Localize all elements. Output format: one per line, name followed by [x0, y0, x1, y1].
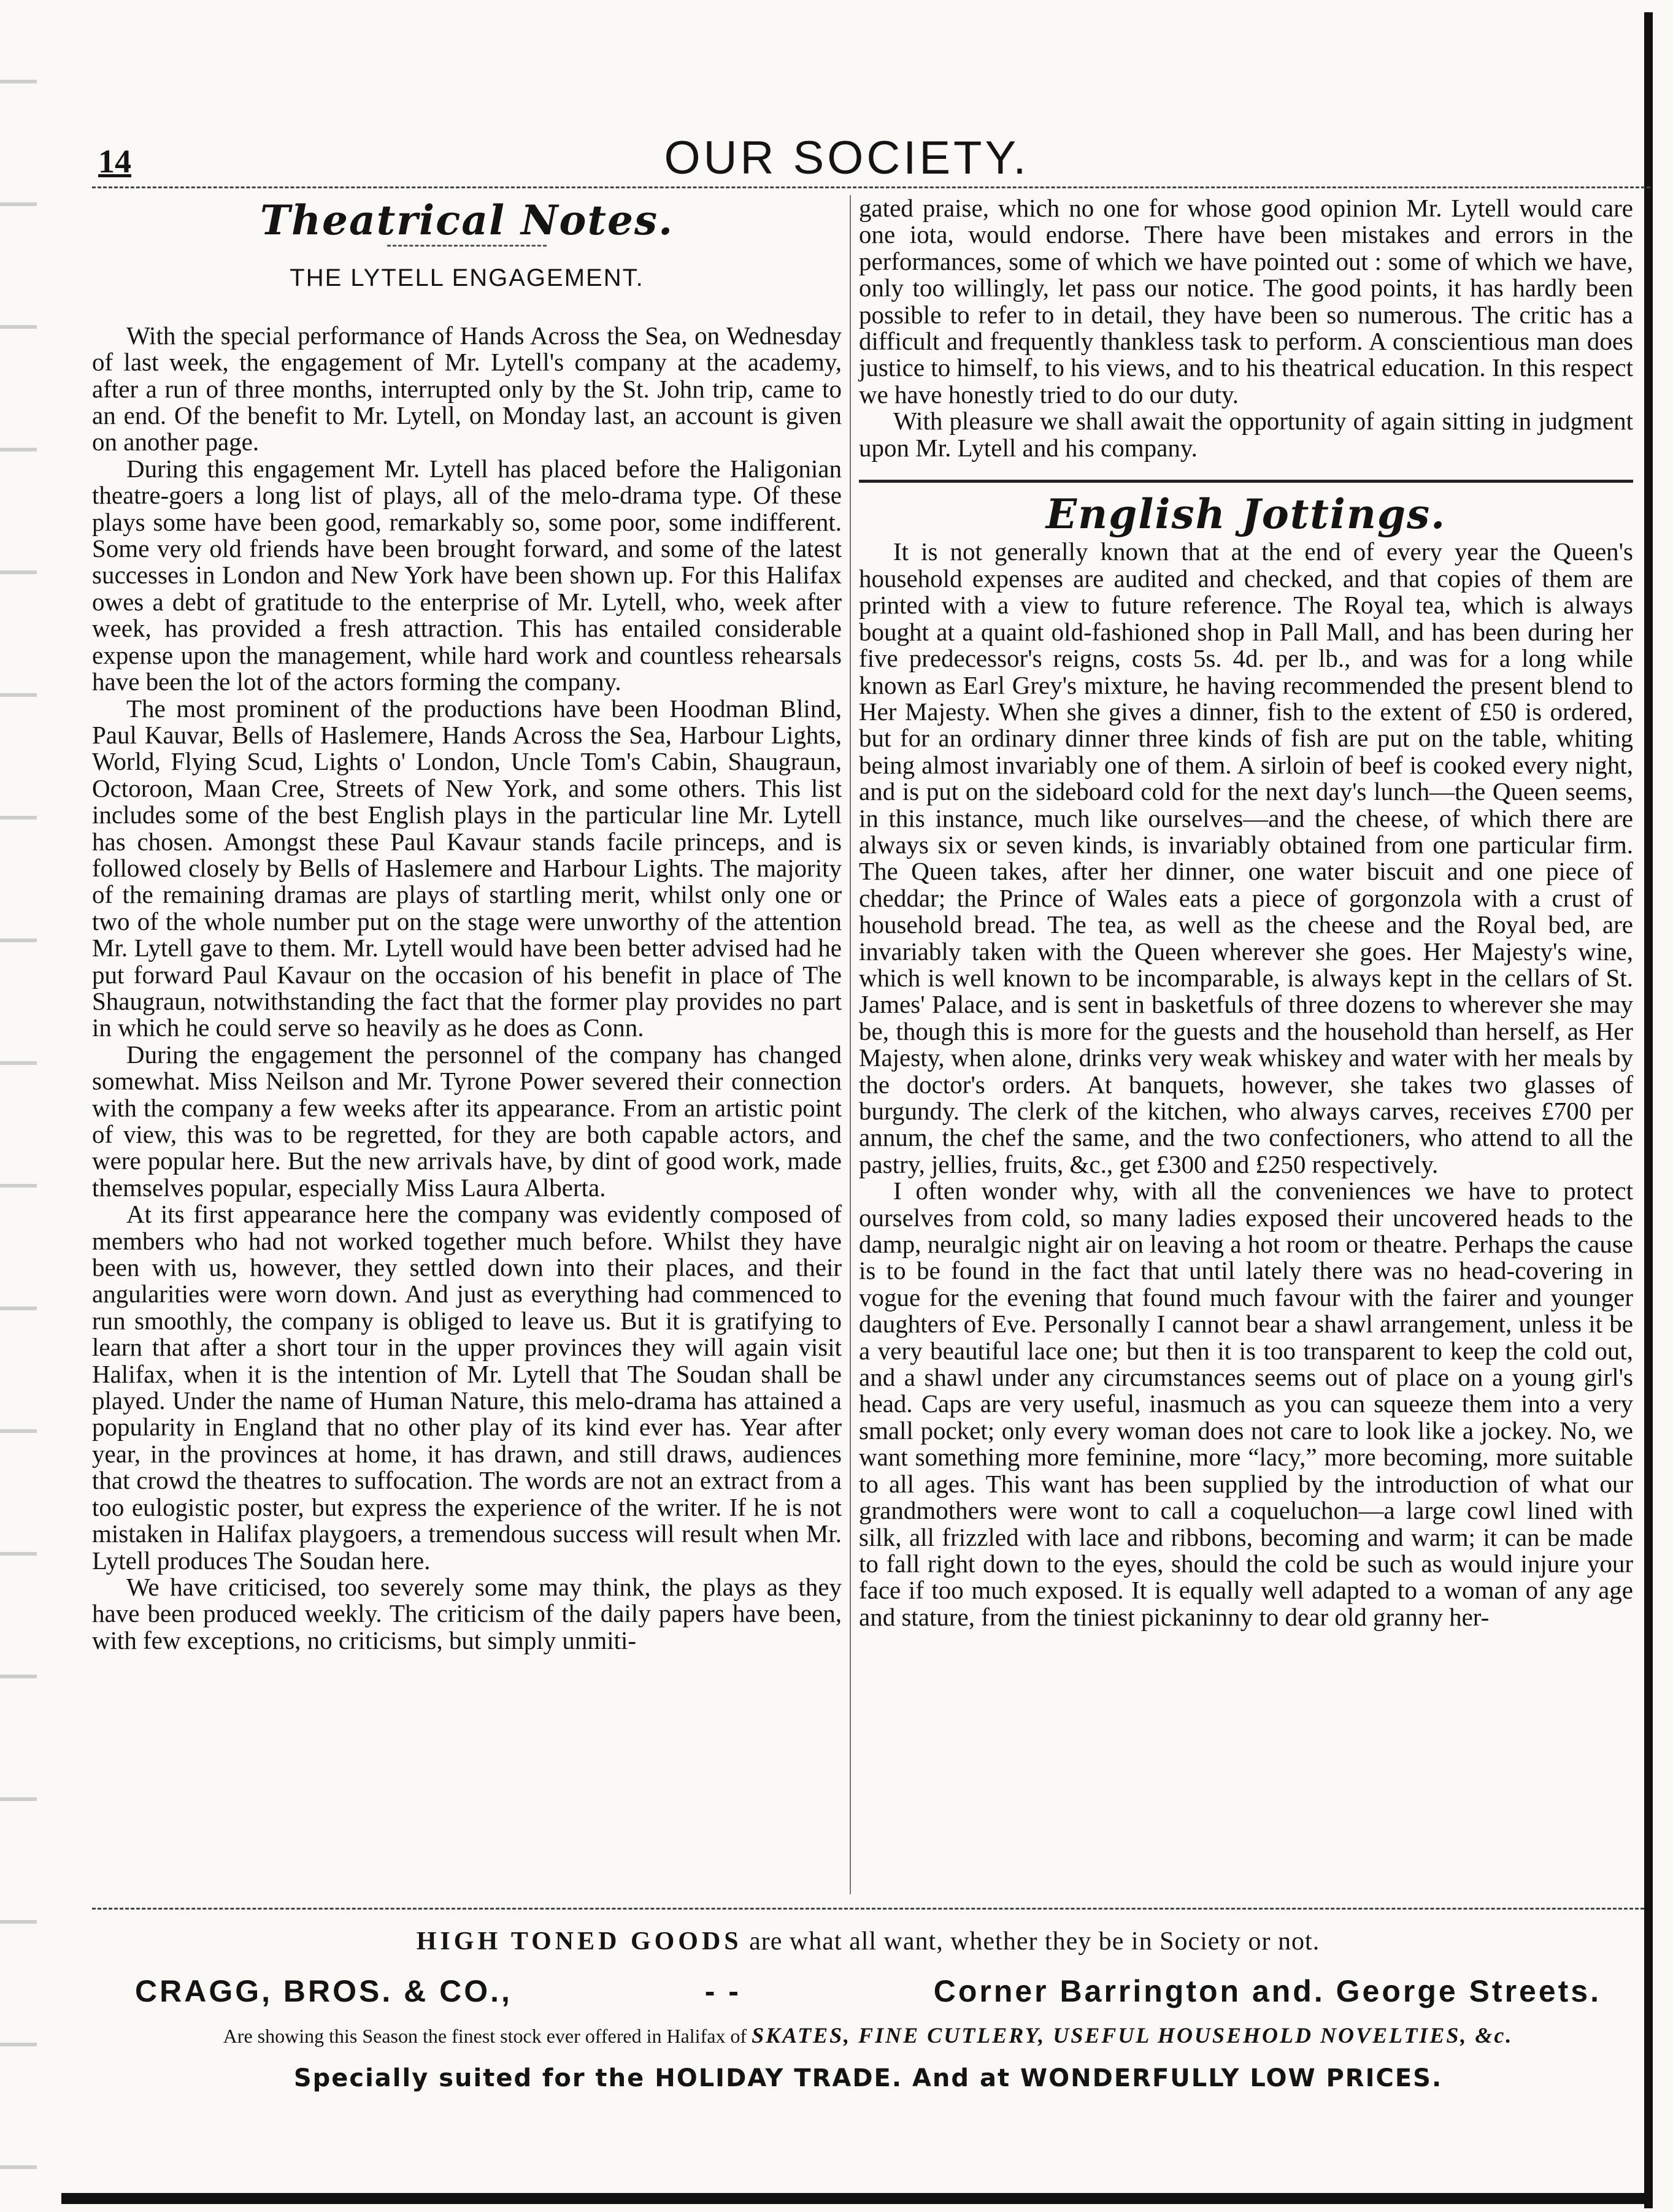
page-border-bottom	[61, 2193, 1653, 2204]
advert-headline-caps: HIGH TONED GOODS	[416, 1927, 742, 1956]
header-rule	[92, 186, 1650, 188]
article-paragraph: The most prominent of the productions have been Hoodman Blind, Paul Kauvar, Bells of Haslemere, Hands Across the Sea, Harbour Lights, World, Flying Scud, Lights o' London, Uncle Tom's Cabin, Shaugraun, Octoroon, Maan Cree, Streets of New York, and some others. This list includes some of the best English plays in the particular line Mr. Lytell has chosen. Amongst these Paul Kavaur stands facile princeps, and is followed closely by Bells of Haslemere and Harbour Lights. The majority of the remaining dramas are plays of startling merit, whilst only one or two of the whole number put on the stage were unworthy of the attention Mr. Lytell gave to them. Mr. Lytell would have been better advised had he put forward Paul Kavaur on the occasion of his benefit in place of The Shaugraun, notwithstanding the fact that the former play provides no part in which he could serve so heavily as he does as Conn.	[92, 694, 842, 1042]
right-column	[859, 195, 1633, 1630]
article-continuation: gated praise, which no one for whose good opinion Mr. Lytell would care one iota, would endorse. There have been mistakes and errors in the performances, some of which we have pointed out : some of which we have, only too willingly, let pass our notice. The good points, it has hardly been possible to refer to in detail, they have been so numerous. The critic has a difficult and frequently thankless task to perform. A conscientious man does justice to himself, to his views, and to his theatrical education. In this respect we have honestly tried to do our duty.	[859, 194, 1633, 409]
lytell-engagement-subheading: THE LYTELL ENGAGEMENT.	[290, 264, 644, 292]
english-jottings-heading: English Jottings.	[1045, 490, 1447, 539]
advertisement	[92, 1908, 1644, 2172]
advert-goods-caps: SKATES, FINE CUTLERY, USEFUL HOUSEHOLD NOVELTIES, &c.	[752, 2023, 1513, 2048]
theatrical-notes-heading: Theatrical Notes.	[260, 196, 674, 244]
advert-headline-rest: are what all want, whether they be in Society or not.	[749, 1927, 1320, 1956]
advert-goods-prefix: Are showing this Season the finest stock ever offered in Halifax of	[223, 2025, 747, 2047]
page-number: 14	[98, 143, 131, 180]
article-paragraph: With the special performance of Hands Across the Sea, on Wednesday of last week, the engagement of Mr. Lytell's company at the academy, after a run of three months, interrupted only by the St. John trip, came to an end. Of the benefit to Mr. Lytell, on Monday last, an account is given on another page.	[92, 321, 842, 456]
page-border-right	[1644, 12, 1653, 2208]
firm-address: Corner Barrington and. George Streets.	[933, 1974, 1601, 2008]
heading-rule	[387, 245, 547, 247]
left-column	[92, 195, 842, 1654]
advert-headline	[92, 1927, 1644, 1956]
firm-name: CRAGG, BROS. & CO.,	[135, 1974, 512, 2008]
advert-rule	[92, 1908, 1644, 1910]
section-rule	[859, 480, 1633, 483]
firm-dashes: - -	[704, 1974, 741, 2008]
article-closing: With pleasure we shall await the opportunity of again sitting in judgment upon Mr. Lytell and his company.	[859, 407, 1633, 462]
left-margin-bleed	[0, 25, 37, 2172]
advert-firm-line	[92, 1973, 1644, 2009]
advert-holiday-line: Specially suited for the HOLIDAY TRADE. And at WONDERFULLY LOW PRICES.	[293, 2064, 1443, 2092]
advert-goods-line	[92, 2022, 1644, 2048]
article-paragraph: At its first appearance here the company was evidently composed of members who had not worked together much before. Whilst they have been with us, however, they settled down into their places, and their angularities were worn down. And just as everything had commenced to run smoothly, the company is obliged to leave us. But it is gratifying to learn that after a short tour in the upper provinces they will again visit Halifax, when it is the intention of Mr. Lytell that The Soudan shall be played. Under the name of Human Nature, this melo-drama has attained a popularity in England that no other play of its kind ever has. Year after year, in the provinces at home, it has drawn, and still draws, audiences that crowd the theatres to suffocation. The words are not an extract from a too eulogistic poster, but express the experience of the writer. If he is not mistaken in Halifax playgoers, a tremendous success will result when Mr. Lytell produces The Soudan here.	[92, 1200, 842, 1575]
article-paragraph: We have criticised, too severely some may think, the plays as they have been produced weekly. The criticism of the daily papers have been, with few exceptions, no criticisms, but simply unmiti-	[92, 1572, 842, 1654]
masthead-title: OUR SOCIETY.	[664, 132, 1029, 184]
article-paragraph: During the engagement the personnel of the company has changed somewhat. Miss Neilson and Mr. Tyrone Power severed their connection with the company a few weeks after its appearance. From an artistic point of view, this was to be regretted, for they are both capable actors, and were popular here. But the new arrivals have, by dint of good work, made themselves popular, especially Miss Laura Alberta.	[92, 1040, 842, 1202]
article-paragraph: I often wonder why, with all the conveniences we have to protect ourselves from cold, so many ladies exposed their uncovered heads to the damp, neuralgic night air on leaving a hot room or theatre. Perhaps the cause is to be found in the fact that until lately there was no head-covering in vogue for the evening that found much favour with the fairer and younger daughters of Eve. Personally I cannot bear a shawl arrangement, unless it be a very beautiful lace one; but then it is too transparent to keep the cold out, and a shawl under any circumstances seems out of place on a young girl's head. Caps are very useful, inasmuch as you can squeeze them into a very small pocket; only every woman does not care to look like a jockey. No, we want something more feminine, more “lacy,” more becoming, more suitable to all ages. This want has been supplied by the introduction of what our grandmothers were wont to call a coqueluchon—a large cowl lined with silk, all frizzled with lace and ribbons, becoming and warm; it can be made to fall right down to the eyes, should the cold be such as would injure your face if too much exposed. It is equally well adapted to a woman of any age and stature, from the tiniest pickaninny to dear old granny her-	[859, 1177, 1633, 1631]
article-paragraph: During this engagement Mr. Lytell has placed before the Haligonian theatre-goers a long list of plays, all of the melo-drama type. Of these plays some have been good, remarkably so, some poor, some indifferent. Some very old friends have been brought forward, and some of the latest successes in London and New York have been shown up. For this Halifax owes a debt of gratitude to the enterprise of Mr. Lytell, who, week after week, has provided a fresh attraction. This has entailed considerable expense upon the management, while hard work and countless rehearsals have been the lot of the actors forming the company.	[92, 454, 842, 696]
column-divider	[850, 195, 851, 1894]
article-paragraph: It is not generally known that at the end of every year the Queen's household expenses are audited and checked, and that copies of them are printed with a view to future reference. The Royal tea, which is always bought at a quaint old-fashioned shop in Pall Mall, and has been during her five predecessor's reigns, costs 5s. 4d. per lb., and was for a long while known as Earl Grey's mixture, he having recommended the present blend to Her Majesty. When she gives a dinner, fish to the extent of £50 is ordered, but for an ordinary dinner three kinds of fish are put on the table, whiting being almost invariably one of them. A sirloin of beef is cooked every night, and is put on the sideboard cold for the next day's lunch—the Queen seems, in this instance, much like ourselves—and the cheese, of which there are always six or seven kinds, is invariably obtained from one particular firm. The Queen takes, after her dinner, one water biscuit and one piece of cheddar; the Prince of Wales eats a piece of gorgonzola with a crust of household bread. The tea, as well as the cheese and the Royal bed, are invariably taken with the Queen wherever she goes. Her Majesty's wine, which is well known to be incomparable, is always kept in the cellars of St. James' Palace, and is sent in basketfuls of three dozens to wherever she may be, though this is more for the guests and the household than herself, as Her Majesty, when alone, drinks very weak whiskey and water with her meals by the doctor's orders. At banquets, however, she takes two glasses of burgundy. The clerk of the kitchen, who always carves, receives £700 per annum, the chef the same, and the two confectioners, who attend to all the pastry, jellies, fruits, &c., get £300 and £250 respectively.	[859, 537, 1633, 1178]
